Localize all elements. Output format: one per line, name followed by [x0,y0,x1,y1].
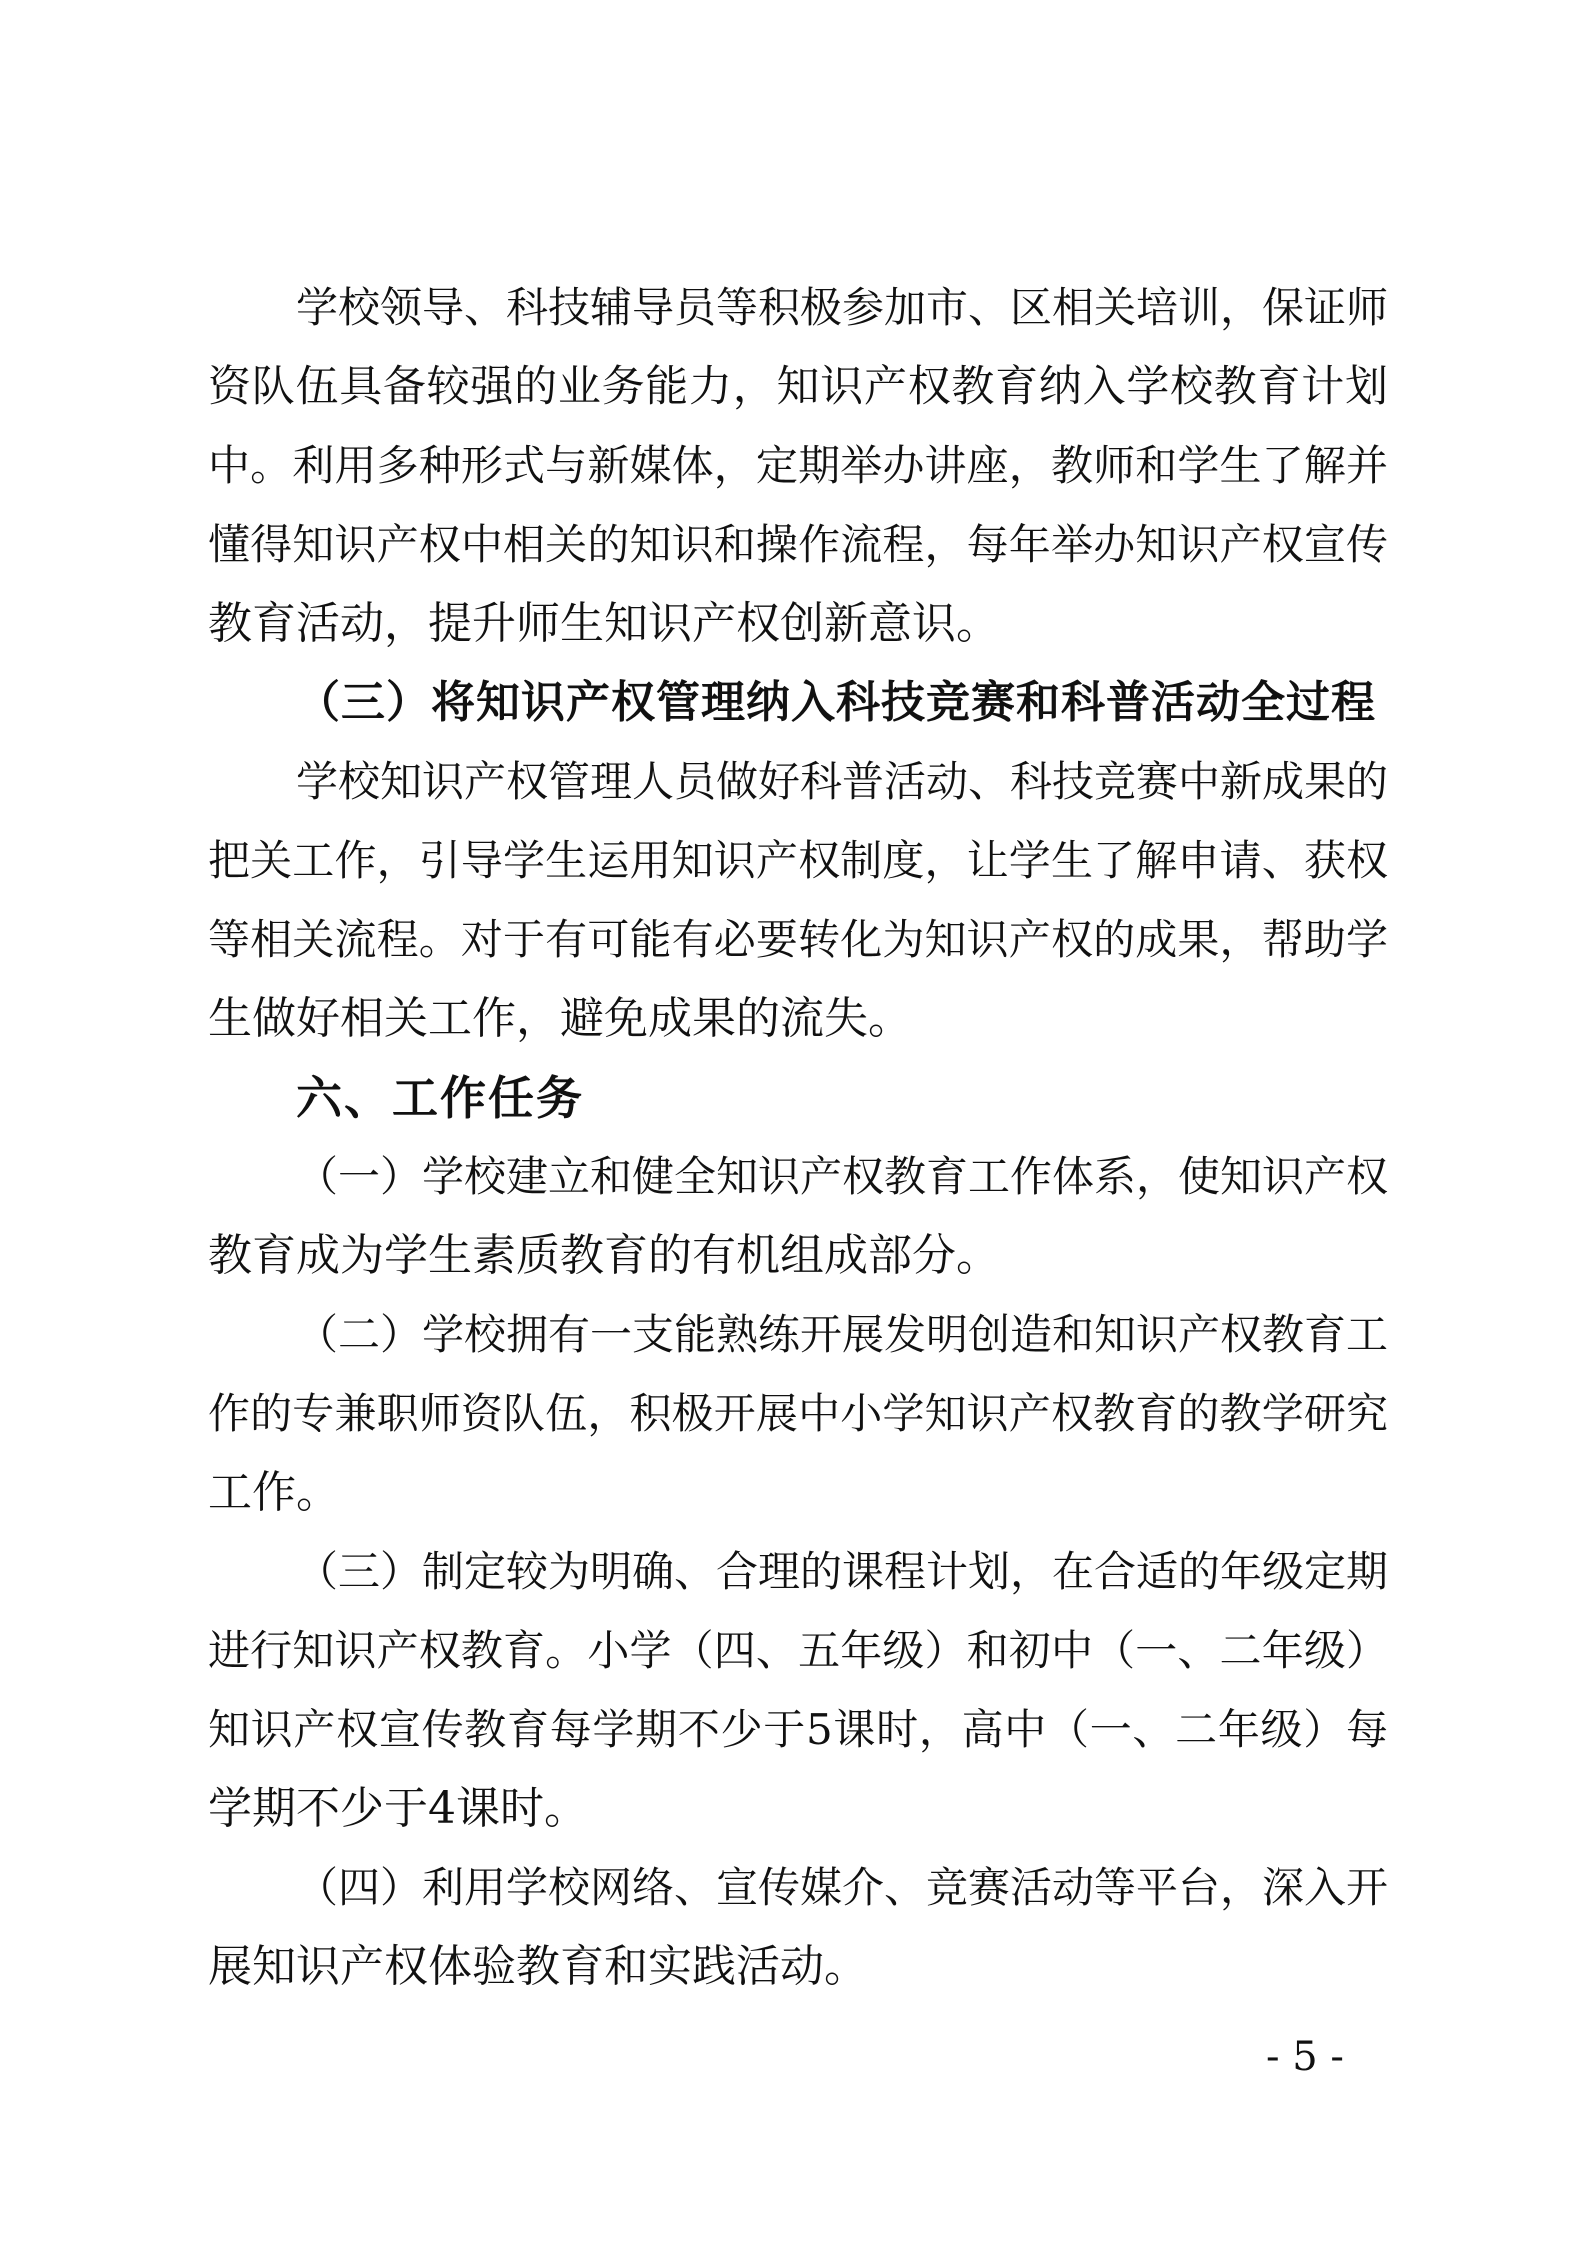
page-number: - 5 - [1266,2034,1344,2080]
task2-line-3: 工作。 [208,1467,340,1518]
task3-line-2: 进行知识产权教育。小学（四、五年级）和初中（一、二年级） [208,1626,1388,1675]
para1-line-3: 中。利用多种形式与新媒体，定期举办讲座，教师和学生了解并 [208,441,1388,490]
para2-line-3: 等相关流程。对于有可能有必要转化为知识产权的成果，帮助学 [208,915,1388,964]
para2-line-1: 学校知识产权管理人员做好科普活动、科技竞赛中新成果的 [296,757,1388,806]
para1-line-5: 教育活动，提升师生知识产权创新意识。 [208,598,1000,649]
para1-line-1: 学校领导、科技辅导员等积极参加市、区相关培训，保证师 [296,283,1388,332]
task3-line-1: （三）制定较为明确、合理的课程计划，在合适的年级定期 [296,1547,1388,1596]
section-heading: 六、工作任务 [296,1071,584,1125]
subheading-3: （三）将知识产权管理纳入科技竞赛和科普活动全过程 [296,677,1376,728]
task1-line-1: （一）学校建立和健全知识产权教育工作体系，使知识产权 [296,1152,1388,1201]
task2-line-2: 作的专兼职师资队伍，积极开展中小学知识产权教育的教学研究 [208,1389,1388,1438]
task4-line-2: 展知识产权体验教育和实践活动。 [208,1941,868,1992]
task2-line-1: （二）学校拥有一支能熟练开展发明创造和知识产权教育工 [296,1310,1388,1359]
para1-line-4: 懂得知识产权中相关的知识和操作流程，每年举办知识产权宣传 [208,520,1388,569]
task3-line-3: 知识产权宣传教育每学期不少于5课时，高中（一、二年级）每 [208,1705,1388,1754]
para1-line-2: 资队伍具备较强的业务能力，知识产权教育纳入学校教育计划 [208,362,1388,412]
task1-line-2: 教育成为学生素质教育的有机组成部分。 [208,1230,1000,1281]
task4-line-1: （四）利用学校网络、宣传媒介、竞赛活动等平台，深入开 [296,1863,1388,1912]
task3-line-4: 学期不少于4课时。 [208,1783,588,1834]
para2-line-2: 把关工作，引导学生运用知识产权制度，让学生了解申请、获权 [208,836,1388,885]
para2-line-4: 生做好相关工作，避免成果的流失。 [208,993,912,1044]
